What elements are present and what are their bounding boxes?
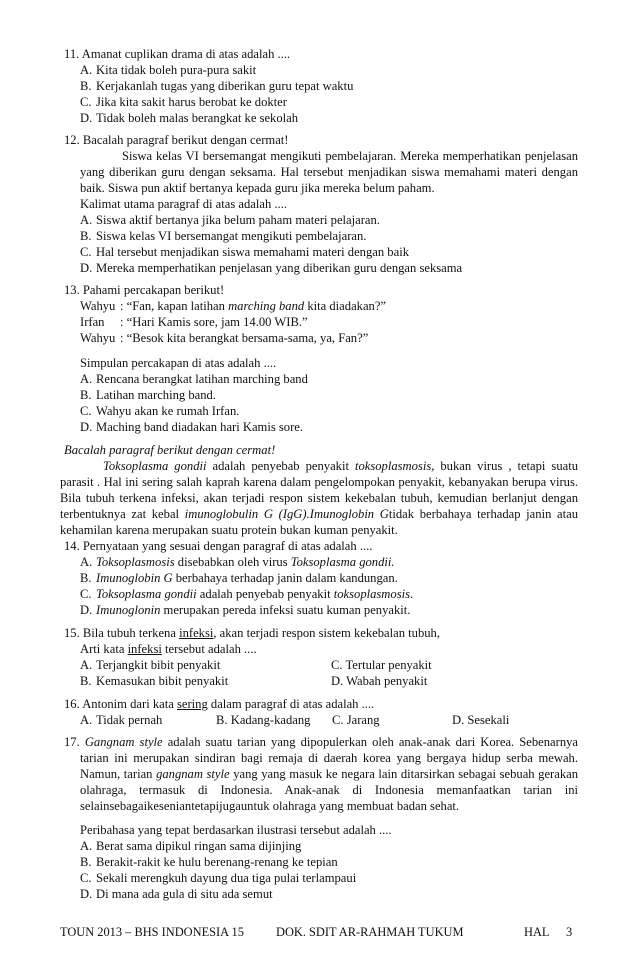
q15-option-c: C. Tertular penyakit [331,658,432,672]
q12-question: Kalimat utama paragraf di atas adalah .... [80,197,288,211]
q13-option-c: C. Wahyu akan ke rumah Irfan. [80,404,240,418]
passage-line-3: Bila tubuh terkena infeksi, akan terjadi respon sistem kekebalan tubuh, kemudian berlanjut dengan [60,491,578,505]
q15-option-b: B. Kemasukan bibit penyakit [80,674,229,688]
q13-option-d: D. Maching band diadakan hari Kamis sore. [80,420,304,434]
passage-heading: Bacalah paragraf berikut dengan cermat! [64,443,276,457]
q13-dialog-line-3: Wahyu : “Besok kita berangkat bersama-sama, ya, Fan?” [80,331,369,345]
q15-stem: 15. Bila tubuh terkena infeksi, akan terjadi respon sistem kekebalan tubuh, [64,626,440,640]
q13-option-a: A. Rencana berangkat latihan marching band [80,372,308,386]
q11-stem: 11. Amanat cuplikan drama di atas adalah .... [64,47,291,61]
q17-line-1: 17. Gangnam style adalah suatu tarian yang dipopulerkan oleh anak-anak dari Korea. Sebenarnya [64,735,579,749]
q12-option-d: D. Mereka memperhatikan penjelasan yang diberikan guru dengan seksama [80,261,463,275]
q17-option-b: B. Berakit-rakit ke hulu berenang-renang ke tepian [80,855,338,869]
q17-question: Peribahasa yang tepat berdasarkan ilustrasi tersebut adalah .... [80,823,392,837]
q16-option-d: D. Sesekali [452,713,510,727]
q16-option-b: B. Kadang-kadang [216,713,311,727]
q13-dialog-line-1: Wahyu : “Fan, kapan latihan marching band kita diadakan?” [80,299,387,313]
q14-option-a: A. Toksoplasmosis disebabkan oleh virus Toksoplasma gondii. [80,555,395,569]
q13-dialog-line-2: Irfan : “Hari Kamis sore, jam 14.00 WIB.” [80,315,308,329]
footer-page-label: HAL [524,925,550,939]
q15-question: Arti kata infeksi tersebut adalah .... [80,642,257,656]
q11-option-d: D. Tidak boleh malas berangkat ke sekolah [80,111,299,125]
q17-option-d: D. Di mana ada gula di situ ada semut [80,887,273,901]
q14-stem: 14. Pernyataan yang sesuai dengan paragraf di atas adalah .... [64,539,373,553]
q12-paragraph-line-3: baik. Siswa pun aktif bertanya kepada guru jika mereka belum paham. [80,181,435,195]
footer-document-source: DOK. SDIT AR-RAHMAH TUKUM [276,925,464,939]
q11-option-a: A. Kita tidak boleh pura-pura sakit [80,63,257,77]
q15-option-d: D. Wabah penyakit [331,674,428,688]
footer-exam-title: TOUN 2013 – BHS INDONESIA 15 [60,925,244,939]
q12-option-c: C. Hal tersebut menjadikan siswa memahami materi dengan baik [80,245,409,259]
q17-line-3: Namun, tarian gangnam style yang yang masuk ke negara lain ditarsirkan sebagai sebuah gerakan [80,767,579,781]
q14-option-c: C. Toksoplasma gondii adalah penyebab penyakit toksoplasmosis. [80,587,414,601]
q13-question: Simpulan percakapan di atas adalah .... [80,356,277,370]
q16-stem: 16. Antonim dari kata sering dalam paragraf di atas adalah .... [64,697,375,711]
passage-line-1: Toksoplasma gondii adalah penyebab penyakit toksoplasmosis, bukan virus , tetapi suatu [103,459,579,473]
q16-option-c: C. Jarang [332,713,380,727]
q11-option-b: B. Kerjakanlah tugas yang diberikan guru tepat waktu [80,79,354,93]
q12-paragraph-line-1: Siswa kelas VI bersemangat mengikuti pembelajaran. Mereka memperhatikan penjelasan [122,149,578,163]
q17-line-4: olahraga, termasuk di Indonesia. Anak-anak di Indonesia memanfaatkan tarian ini [80,783,578,797]
q14-option-b: B. Imunoglobin G berbahaya terhadap janin dalam kandungan. [80,571,398,585]
passage-line-2: parasit . Hal ini sering salah kaprah karena dalam pengelompokan penyakit, kebanyakan berupa virus. [60,475,578,489]
q12-stem: 12. Bacalah paragraf berikut dengan cermat! [64,133,289,147]
q17-option-a: A. Berat sama dipikul ringan sama dijinjing [80,839,302,853]
footer-page-number: 3 [566,925,573,939]
q16-option-a: A. Tidak pernah [80,713,163,727]
q13-stem: 13. Pahami percakapan berikut! [64,283,225,297]
q15-option-a: A. Terjangkit bibit penyakit [80,658,221,672]
q13-option-b: B. Latihan marching band. [80,388,216,402]
q12-option-b: B. Siswa kelas VI bersemangat mengikuti pembelajaran. [80,229,367,243]
q17-option-c: C. Sekali merengkuh dayung dua tiga pulai terlampaui [80,871,357,885]
passage-line-4: terbentuknya zat kebal imunoglobulin G (IgG).Imunoglobin Gtidak berbahaya terhadap janin atau [60,507,579,521]
q17-line-5: selainsebagaikeseniantetapijugauntuk olahraga yang membuat badan sehat. [80,799,460,813]
passage-line-5: kehamilan karena merupakan suatu protein bukan kuman penyakit. [60,523,398,537]
q12-option-a: A. Siswa aktif bertanya jika belum paham materi pelajaran. [80,213,380,227]
q17-line-2: tarian ini merupakan sindiran bagi remaja di daerah korea yang bergaya hidup serba mewah. [80,751,578,765]
q11-option-c: C. Jika kita sakit harus berobat ke dokter [80,95,287,109]
q12-paragraph-line-2: yang diberikan guru dengan seksama. Hal tersebut menjadikan siswa memahami materi dengan [80,165,578,179]
q14-option-d: D. Imunoglonin merupakan pereda infeksi suatu kuman penyakit. [80,603,411,617]
